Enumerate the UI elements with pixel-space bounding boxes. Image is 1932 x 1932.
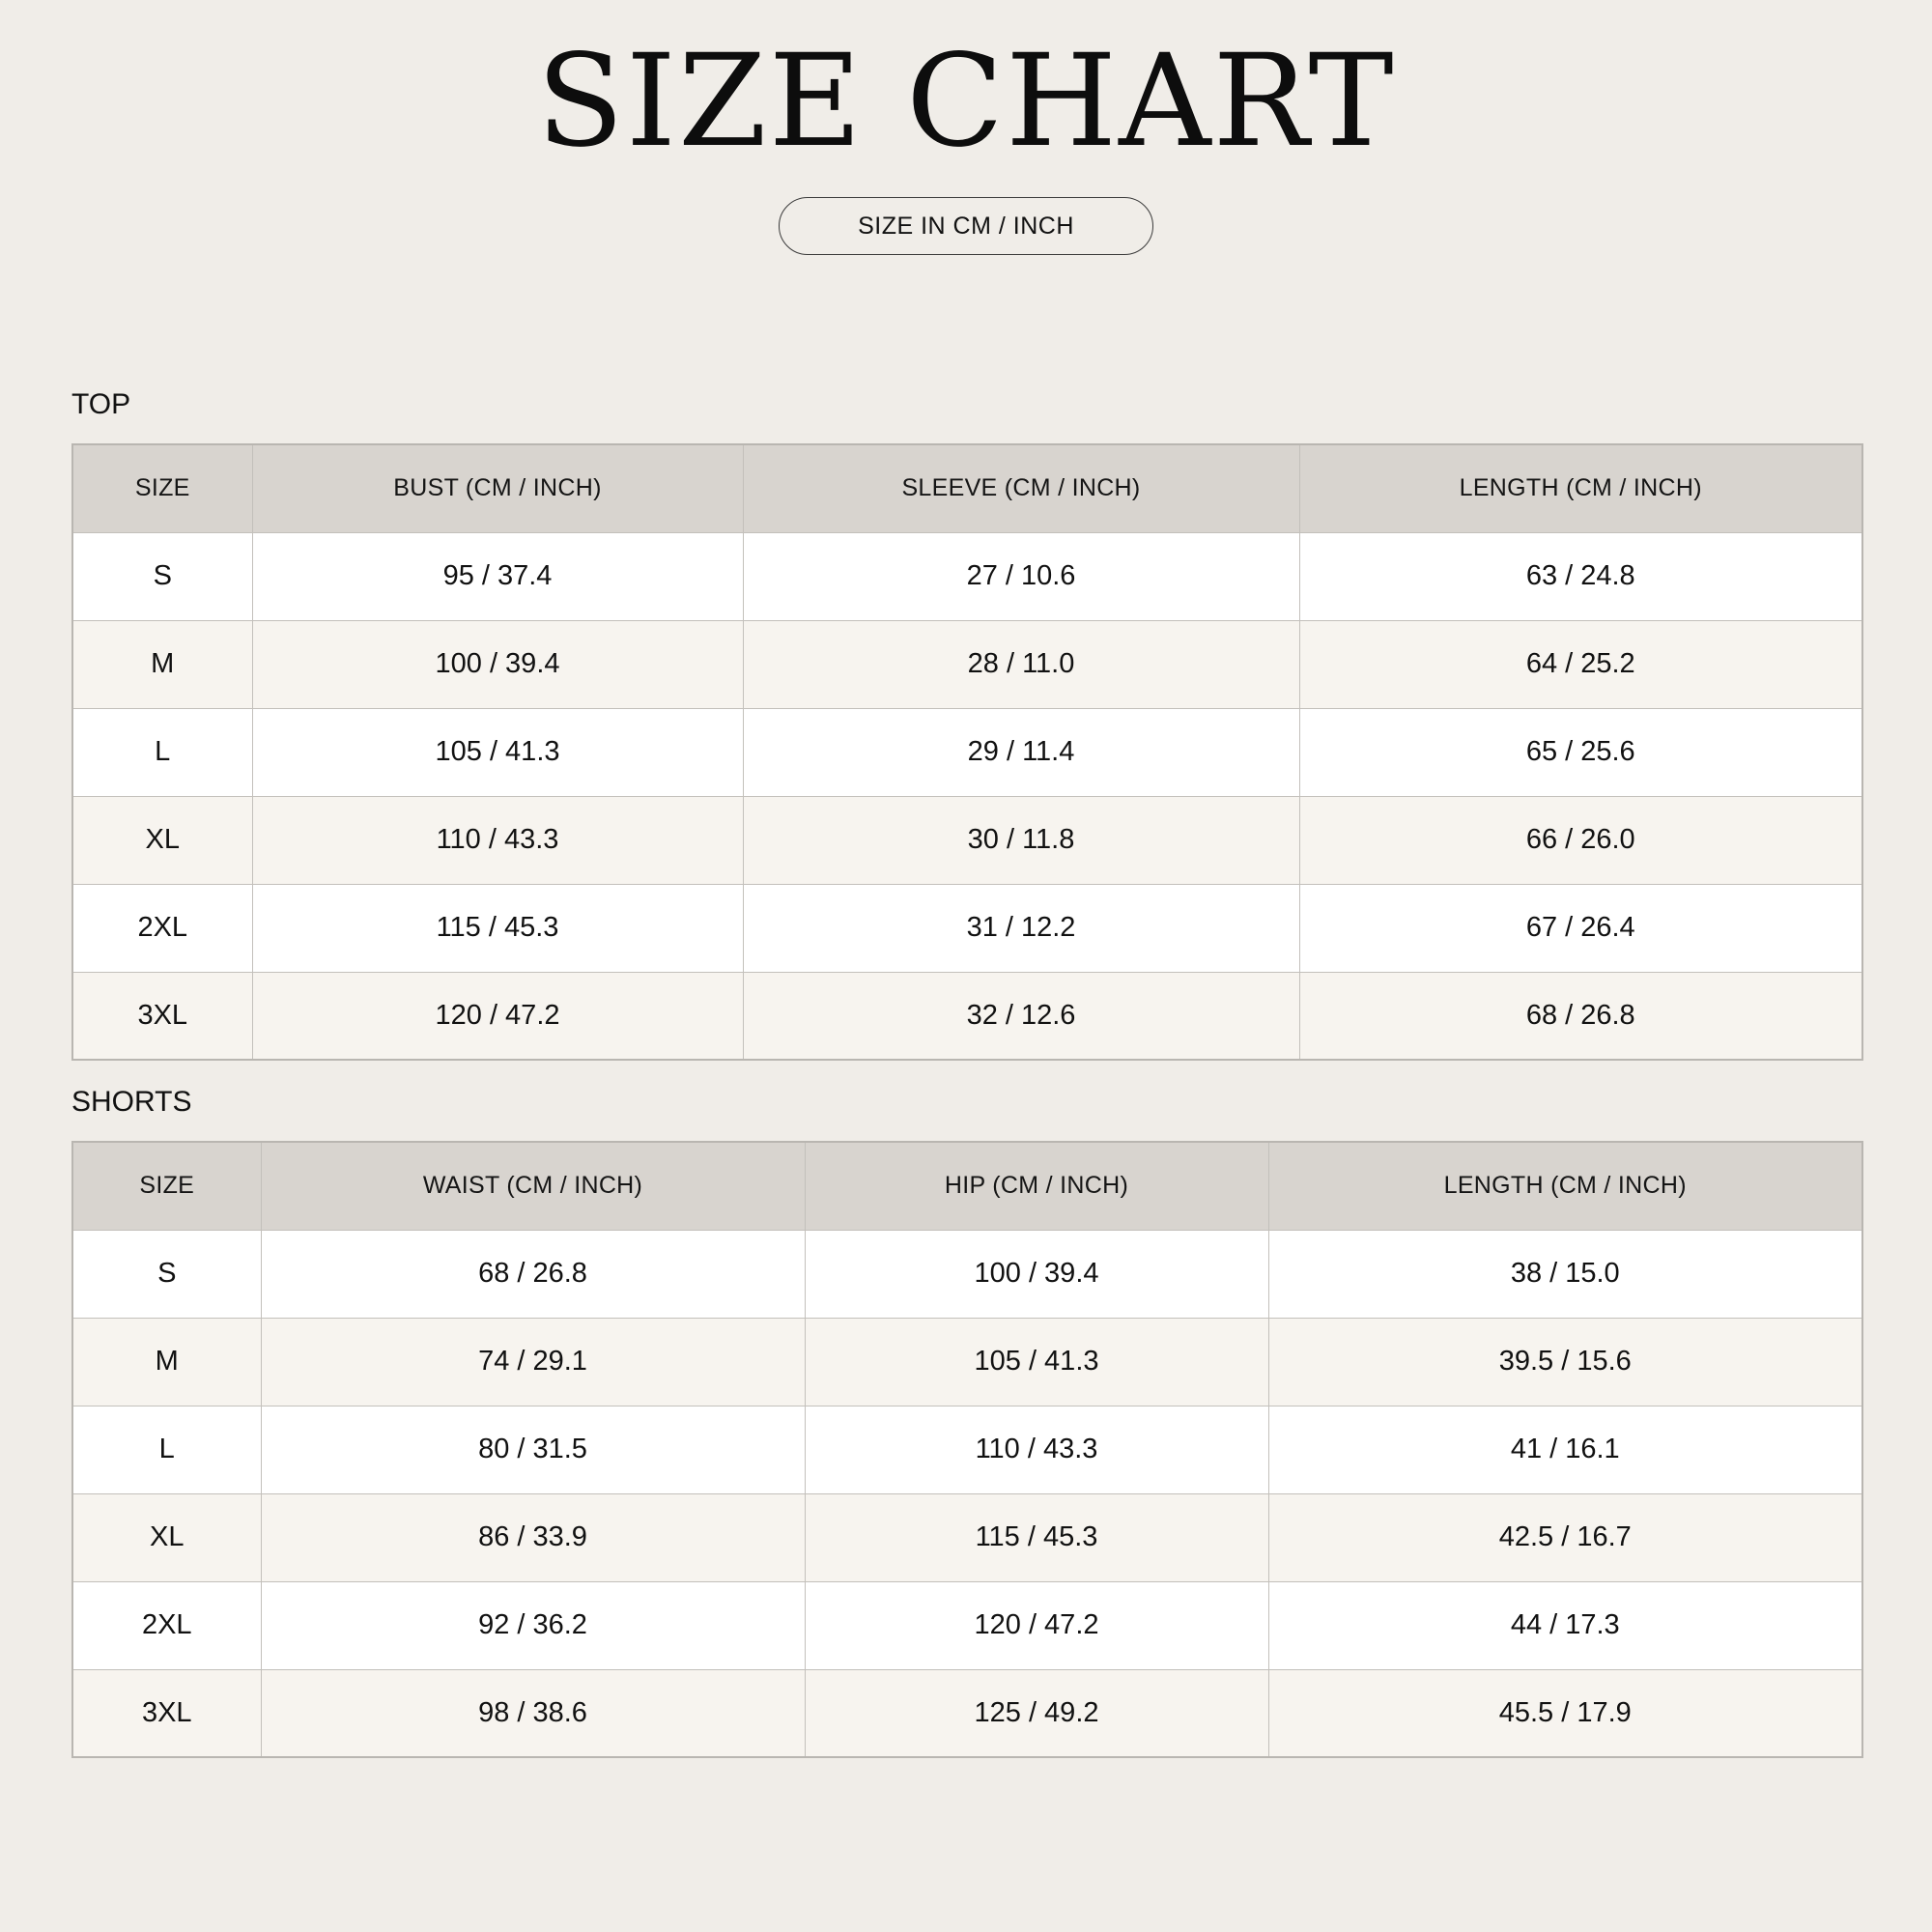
table-row bbox=[72, 1230, 1862, 1318]
column-header-waist: WAIST (CM / INCH) bbox=[261, 1142, 805, 1230]
sleeve-cell: 32 / 12.6 bbox=[743, 972, 1299, 1060]
size-cell: M bbox=[72, 1318, 261, 1406]
table-row bbox=[72, 1581, 1862, 1669]
sleeve-cell: 28 / 11.0 bbox=[743, 620, 1299, 708]
bust-cell: 110 / 43.3 bbox=[252, 796, 743, 884]
hip-cell: 125 / 49.2 bbox=[805, 1669, 1268, 1757]
sleeve-cell: 31 / 12.2 bbox=[743, 884, 1299, 972]
waist-cell: 98 / 38.6 bbox=[261, 1669, 805, 1757]
size-cell: XL bbox=[72, 796, 252, 884]
column-header-length: LENGTH (CM / INCH) bbox=[1268, 1142, 1862, 1230]
bust-cell: 105 / 41.3 bbox=[252, 708, 743, 796]
table-row bbox=[72, 1406, 1862, 1493]
hip-cell: 105 / 41.3 bbox=[805, 1318, 1268, 1406]
sleeve-cell: 29 / 11.4 bbox=[743, 708, 1299, 796]
bust-cell: 115 / 45.3 bbox=[252, 884, 743, 972]
table-row bbox=[72, 708, 1862, 796]
size-cell: L bbox=[72, 1406, 261, 1493]
size-cell: S bbox=[72, 1230, 261, 1318]
length-cell: 39.5 / 15.6 bbox=[1268, 1318, 1862, 1406]
column-header-size: SIZE bbox=[72, 1142, 261, 1230]
waist-cell: 92 / 36.2 bbox=[261, 1581, 805, 1669]
sleeve-cell: 27 / 10.6 bbox=[743, 532, 1299, 620]
section-title-shorts: SHORTS bbox=[71, 1086, 192, 1118]
section-title-top: TOP bbox=[71, 388, 131, 420]
size-cell: 3XL bbox=[72, 972, 252, 1060]
sleeve-cell: 30 / 11.8 bbox=[743, 796, 1299, 884]
table-row bbox=[72, 620, 1862, 708]
length-cell: 67 / 26.4 bbox=[1299, 884, 1862, 972]
size-cell: 2XL bbox=[72, 884, 252, 972]
table-row bbox=[72, 796, 1862, 884]
length-cell: 45.5 / 17.9 bbox=[1268, 1669, 1862, 1757]
table-row bbox=[72, 532, 1862, 620]
column-header-length: LENGTH (CM / INCH) bbox=[1299, 444, 1862, 532]
length-cell: 63 / 24.8 bbox=[1299, 532, 1862, 620]
table-row bbox=[72, 1493, 1862, 1581]
shorts-size-table bbox=[71, 1141, 1863, 1758]
table-row bbox=[72, 884, 1862, 972]
table-header-row bbox=[72, 444, 1862, 532]
bust-cell: 120 / 47.2 bbox=[252, 972, 743, 1060]
hip-cell: 120 / 47.2 bbox=[805, 1581, 1268, 1669]
length-cell: 66 / 26.0 bbox=[1299, 796, 1862, 884]
waist-cell: 68 / 26.8 bbox=[261, 1230, 805, 1318]
size-cell: M bbox=[72, 620, 252, 708]
bust-cell: 100 / 39.4 bbox=[252, 620, 743, 708]
size-cell: L bbox=[72, 708, 252, 796]
bust-cell: 95 / 37.4 bbox=[252, 532, 743, 620]
waist-cell: 74 / 29.1 bbox=[261, 1318, 805, 1406]
page-title: SIZE CHART bbox=[536, 27, 1396, 176]
table-row bbox=[72, 1669, 1862, 1757]
table-row bbox=[72, 1318, 1862, 1406]
hip-cell: 115 / 45.3 bbox=[805, 1493, 1268, 1581]
waist-cell: 80 / 31.5 bbox=[261, 1406, 805, 1493]
hip-cell: 110 / 43.3 bbox=[805, 1406, 1268, 1493]
waist-cell: 86 / 33.9 bbox=[261, 1493, 805, 1581]
column-header-hip: HIP (CM / INCH) bbox=[805, 1142, 1268, 1230]
column-header-size: SIZE bbox=[72, 444, 252, 532]
length-cell: 41 / 16.1 bbox=[1268, 1406, 1862, 1493]
length-cell: 38 / 15.0 bbox=[1268, 1230, 1862, 1318]
hip-cell: 100 / 39.4 bbox=[805, 1230, 1268, 1318]
table-row bbox=[72, 972, 1862, 1060]
column-header-bust: BUST (CM / INCH) bbox=[252, 444, 743, 532]
column-header-sleeve: SLEEVE (CM / INCH) bbox=[743, 444, 1299, 532]
top-size-table bbox=[71, 443, 1863, 1061]
size-cell: 3XL bbox=[72, 1669, 261, 1757]
unit-badge: SIZE IN CM / INCH bbox=[779, 197, 1153, 255]
size-cell: S bbox=[72, 532, 252, 620]
table-header-row bbox=[72, 1142, 1862, 1230]
length-cell: 65 / 25.6 bbox=[1299, 708, 1862, 796]
length-cell: 64 / 25.2 bbox=[1299, 620, 1862, 708]
length-cell: 68 / 26.8 bbox=[1299, 972, 1862, 1060]
length-cell: 42.5 / 16.7 bbox=[1268, 1493, 1862, 1581]
size-cell: 2XL bbox=[72, 1581, 261, 1669]
size-cell: XL bbox=[72, 1493, 261, 1581]
length-cell: 44 / 17.3 bbox=[1268, 1581, 1862, 1669]
